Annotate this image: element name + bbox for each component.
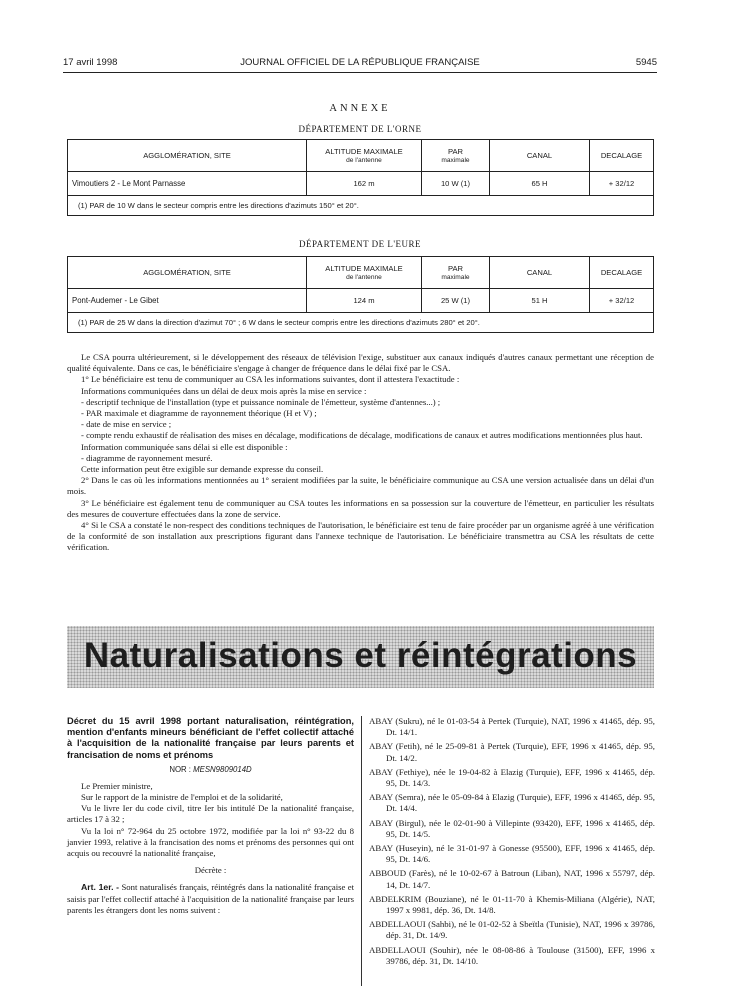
column-header-altitude [307,140,422,172]
body-paragraph: 4° Si le CSA a constaté le non-respect des conditions techniques de l'autorisation, le bénéficiaire est tenu de faire procéder par un organisme agréé à une vérification de la conformité de son installation aux prescriptions figurant dans l'annexe technique de l'autorisation. Le bénéficiaire transmettra au CSA les résultats de cette vérification. [67,520,654,553]
altitude-sublabel: de l'antenne [346,273,382,281]
body-paragraph: 1° Le bénéficiaire est tenu de communiquer au CSA les informations suivantes, dont il attestera l'exactitude : [81,374,460,385]
column-header-decalage: DECALAGE [590,140,654,172]
cell-canal: 51 H [490,289,590,313]
column-header-canal: CANAL [490,257,590,289]
cell-decalage: + 32/12 [590,172,654,196]
decree-title: Décret du 15 avril 1998 portant naturalisation, réintégration, mention d'enfants mineurs bénéficiant de l'effet collectif attaché à l'acquisition de la nationalité française par leurs parents et francisation de noms et prénoms [67,716,354,760]
cell-site: Vimoutiers 2 - Le Mont Parnasse [68,172,307,196]
table-note-row [68,196,654,216]
nor-code: MESN9809014D [193,764,252,774]
list-item: ABAY (Fethiye), née le 19-04-82 à Elazig (Turquie), EFF, 1996 x 41465, dép. 95, Dt. 14/3. [369,766,655,789]
list-item: ABAY (Huseyin), né le 31-01-97 à Gonesse (95500), EFF, 1996 x 41465, dép. 95, Dt. 14/6. [369,843,655,865]
column-header-decalage: DECALAGE [590,257,654,289]
department-heading-eure: DÉPARTEMENT DE L'EURE [298,239,422,249]
table-note-row [68,313,654,333]
column-header-par [422,257,490,289]
body-paragraph: Le CSA pourra ultérieurement, si le développement des réseaux de télévision l'exige, substituer aux canaux indiqués d'autres canaux permettant une réception de qualité équivalente. Dans ce cas, le bénéficiaire s'engage à changer de fréquence dans le délai fixé par le CSA. [67,352,654,374]
par-label: PAR [447,263,464,273]
column-header-site: AGGLOMÉRATION, SITE [68,140,307,172]
decree-column [67,716,354,916]
body-paragraph: 2° Dans le cas où les informations mentionnées au 1° seraient modifiées par la suite, le bénéficiaire communique au CSA une version actualisée dans un délai d'un mois. [67,475,654,497]
section-title: Naturalisations et réintégrations [83,636,638,675]
par-sublabel: maximale [441,273,470,281]
header-journal-title: JOURNAL OFFICIEL DE LA RÉPUBLIQUE FRANÇAISE [240,57,480,68]
altitude-sublabel: de l'antenne [346,156,382,164]
cell-altitude: 124 m [307,289,422,313]
column-header-site: AGGLOMÉRATION, SITE [68,257,307,289]
column-header-canal: CANAL [490,140,590,172]
header-page-number: 5945 [635,57,657,68]
list-item: ABAY (Semra), née le 05-09-84 à Elazig (Turquie), EFF, 1996 x 41465, dép. 95, Dt. 14/4. [369,792,655,814]
list-item: ABDELLAOUI (Souhir), née le 08-08-86 à Toulouse (31500), EFF, 1996 x 39786, dép. 31, Dt. 14/10. [369,944,655,966]
table-header-row [68,257,654,289]
annexe-title: ANNEXE [329,103,391,114]
altitude-label: ALTITUDE MAXIMALE [325,146,403,156]
article-label: Art. 1er. - [81,882,120,893]
table-header-row [68,140,654,172]
list-item: ABDELLAOUI (Sahbi), né le 01-02-52 à Sbeïtla (Tunisie), NAT, 1996 x 39786, dép. 31, Dt. 14/9. [369,919,655,941]
decree-paragraph: Vu la loi n° 72-964 du 25 octobre 1972, modifiée par la loi n° 93-22 du 8 janvier 1993, relative à la francisation des noms et prénoms des personnes qui ont acquis ou recouvré la nationalité française, [67,825,354,859]
body-paragraph: - diagramme de rayonnement mesuré. [81,452,213,463]
nor-label: NOR : [169,764,191,774]
annexe-body-text [67,352,654,554]
body-paragraph: - descriptif technique de l'installation (type et puissance nominale de l'émetteur, système d'antennes...) ; [81,396,441,407]
list-item: ABAY (Fetih), né le 25-09-81 à Pertek (Turquie), EFF, 1996 x 41465, dép. 95, Dt. 14/2. [369,741,655,763]
column-header-par [422,140,490,172]
body-paragraph: - PAR maximale et diagramme de rayonnement théorique (H et V) ; [81,408,317,419]
column-header-altitude [307,257,422,289]
decree-paragraph: Sur le rapport de la ministre de l'emploi et de la solidarité, [81,792,283,803]
list-item: ABAY (Birgul), née le 02-01-90 à Villepinte (93420), EFF, 1996 x 41465, dép. 95, Dt. 14/5. [369,817,655,839]
altitude-label: ALTITUDE MAXIMALE [325,263,403,273]
header-rule [63,72,657,73]
table-footnote: (1) PAR de 10 W dans le secteur compris entre les directions d'azimuts 150° et 20°. [68,196,654,216]
body-paragraph: Information communiquée sans délai si elle est disponible : [81,441,288,452]
list-item: ABDELKRIM (Bouziane), né le 01-11-70 à Khemis-Miliana (Algérie), NAT, 1997 x 9981, dép. 36, Dt. 14/8. [369,893,655,916]
column-divider [361,716,362,986]
decree-paragraph: Le Premier ministre, [81,780,153,791]
list-item: ABAY (Sukru), né le 01-03-54 à Pertek (Turquie), NAT, 1996 x 41465, dép. 95, Dt. 14/1. [369,716,655,738]
body-paragraph: Informations communiquées dans un délai de deux mois après la mise en service : [81,385,367,396]
table-row [68,289,654,313]
list-item: ABBOUD (Farès), né le 10-02-67 à Batroun (Liban), NAT, 1996 x 55797, dép. 14, Dt. 14/7. [369,868,655,890]
decree-nor [67,765,354,774]
technical-table-eure [67,256,654,333]
body-paragraph: Cette information peut être exigible sur demande expresse du conseil. [81,464,324,475]
cell-canal: 65 H [490,172,590,196]
body-paragraph: 3° Le bénéficiaire est également tenu de communiquer au CSA toutes les informations en sa possession sur la couverture de l'émetteur, en particulier les résultats des mesures de couverture effectuées dans la zone de service. [67,497,654,519]
cell-site: Pont-Audemer - Le Gibet [68,289,307,313]
body-paragraph: - date de mise en service ; [81,419,172,430]
naturalisation-list [369,716,655,970]
body-paragraph: - compte rendu exhaustif de réalisation des mises en décalage, modifications de décalage, modifications de canaux et autres modifications mentionnées plus haut. [81,430,643,441]
decree-body [67,781,354,916]
par-label: PAR [447,146,464,156]
table-footnote: (1) PAR de 25 W dans la direction d'azimut 70° ; 6 W dans le secteur compris entre les directions d'azimuts 280° et 20°. [68,313,654,333]
decree-decrete: Décrète : [194,865,227,876]
cell-altitude: 162 m [307,172,422,196]
decree-paragraph: Vu le livre Ier du code civil, titre Ier bis intitulé De la nationalité française, articles 17 à 32 ; [67,803,354,825]
cell-par: 10 W (1) [422,172,490,196]
par-sublabel: maximale [441,156,470,164]
department-heading-orne: DÉPARTEMENT DE L'ORNE [298,124,422,134]
header-date: 17 avril 1998 [63,57,118,68]
technical-table-orne [67,139,654,216]
decree-article [67,882,354,916]
article-text: Sont naturalisés français, réintégrés dans la nationalité française et saisis par l'effet collectif attaché à l'acquisition de la nationalité française par leurs parents les étrangers dont les noms suivent : [67,882,354,915]
table-row [68,172,654,196]
cell-decalage: + 32/12 [590,289,654,313]
cell-par: 25 W (1) [422,289,490,313]
page-header [63,57,657,71]
